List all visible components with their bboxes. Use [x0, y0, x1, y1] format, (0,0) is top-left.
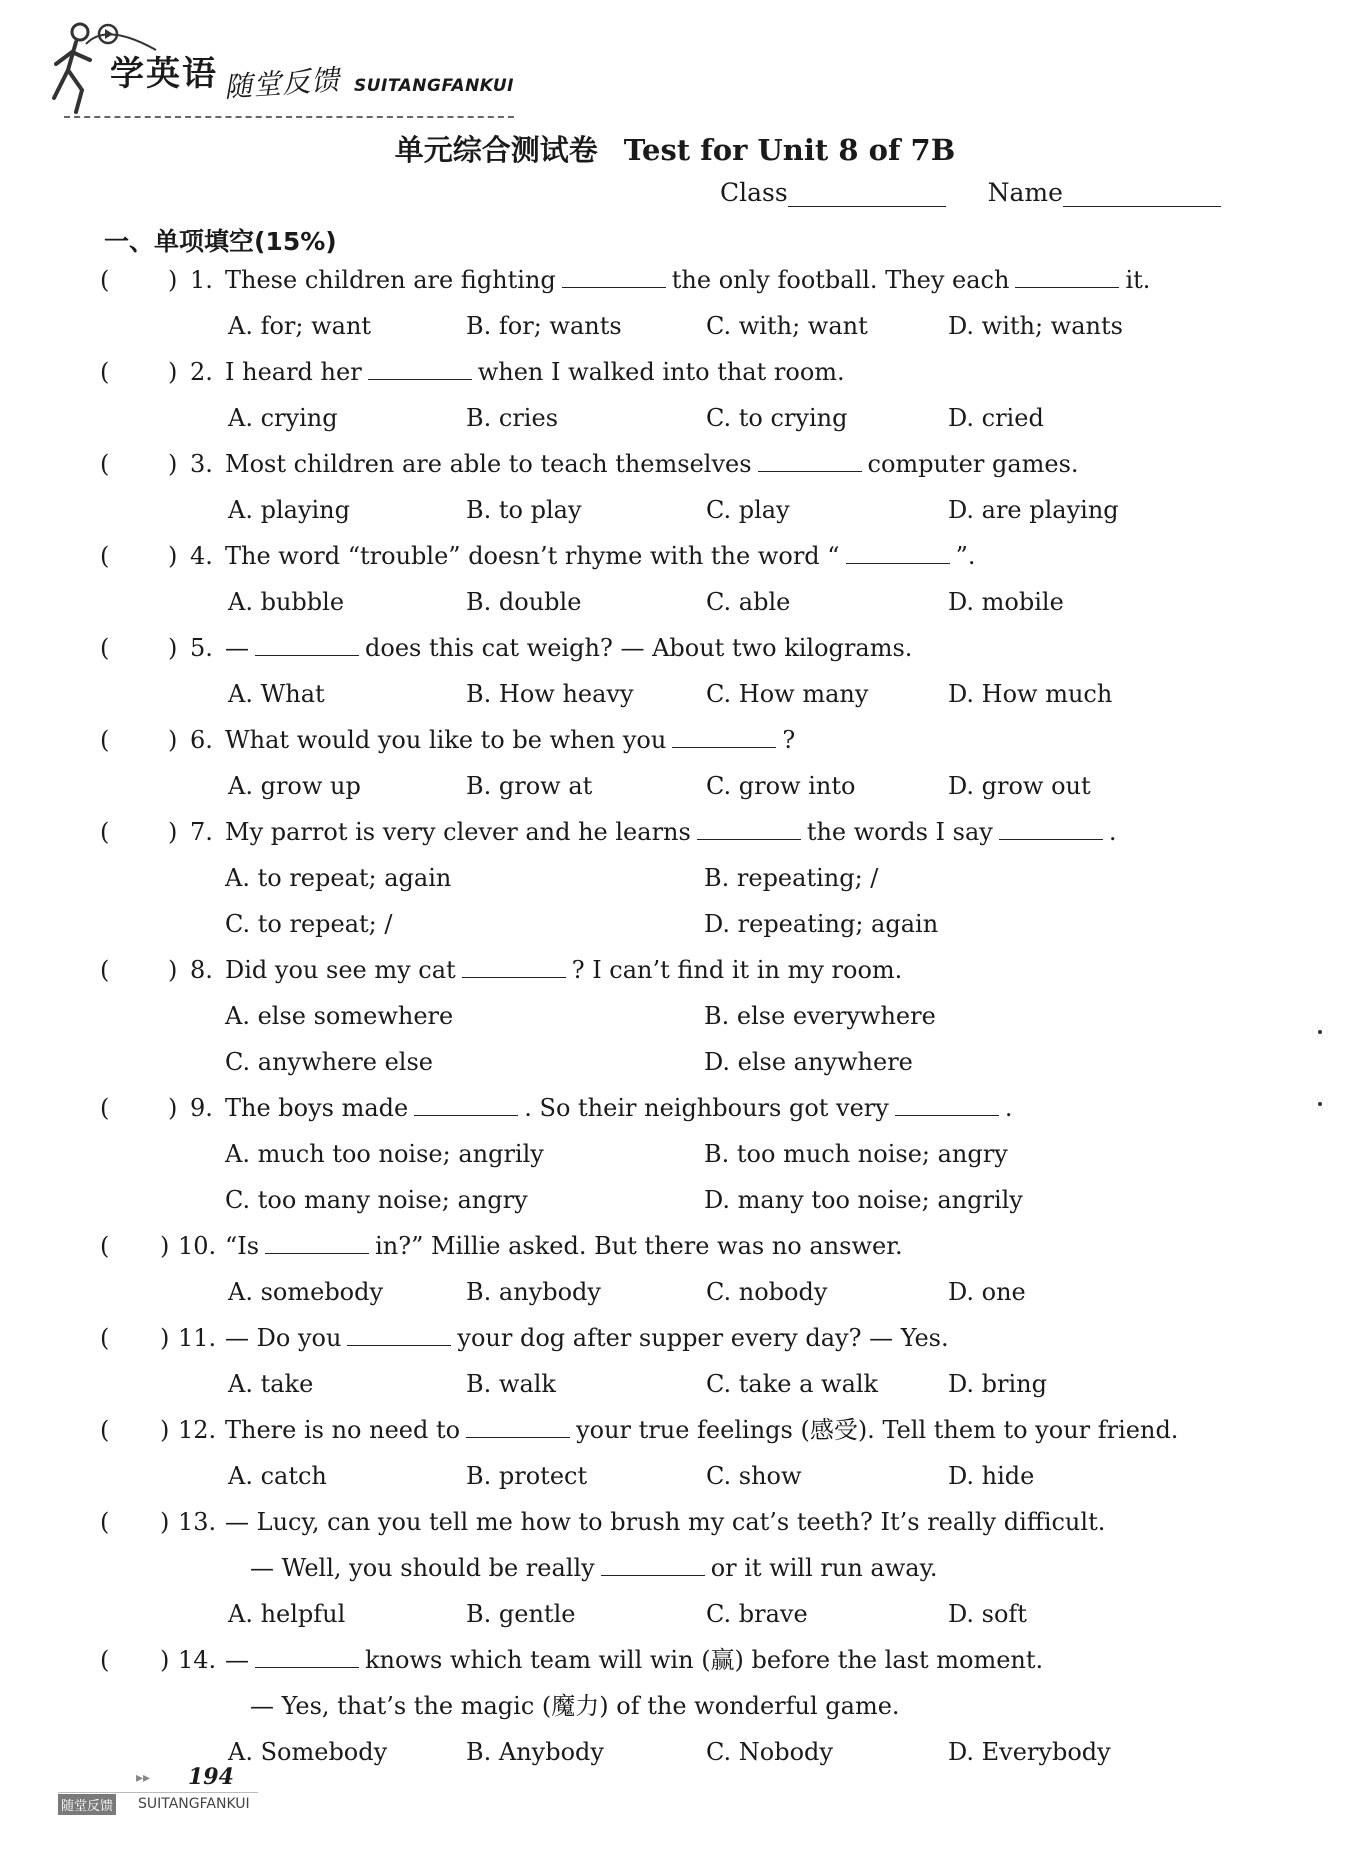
answer-blank[interactable]	[414, 1093, 518, 1116]
option-d[interactable]: D. else anywhere	[704, 1048, 913, 1076]
title-cn: 单元综合测试卷	[394, 133, 598, 167]
question-7: ( ) 7. My parrot is very clever and he learns the words I say .	[0, 814, 1350, 854]
options-8-row-1	[0, 998, 1350, 1038]
page-footer	[58, 1764, 358, 1828]
option-a[interactable]: A. bubble	[228, 588, 345, 616]
option-d[interactable]: D. grow out	[948, 772, 1091, 800]
question-stem: “Is in?” Millie asked. But there was no answer.	[225, 1232, 903, 1260]
question-10: ( ) 10. “Is in?” Millie asked. But there was no answer.	[0, 1228, 1350, 1268]
answer-bracket[interactable]: (	[100, 358, 110, 386]
option-b[interactable]: B. to play	[466, 496, 582, 524]
header-logo	[46, 20, 516, 120]
margin-mark	[1318, 1030, 1322, 1034]
answer-bracket[interactable]: (	[100, 542, 110, 570]
option-c[interactable]: C. brave	[706, 1600, 808, 1628]
question-12: ( ) 12. There is no need to your true feelings (感受). Tell them to your friend.	[0, 1412, 1350, 1452]
option-b[interactable]: B. repeating; /	[704, 864, 879, 892]
question-stem: My parrot is very clever and he learns the words I say .	[225, 818, 1117, 846]
question-6: ( ) 6. What would you like to be when you ?	[0, 722, 1350, 762]
option-b[interactable]: B. cries	[466, 404, 559, 432]
question-number: 12.	[178, 1416, 217, 1444]
option-b[interactable]: B. Anybody	[466, 1738, 604, 1766]
option-a[interactable]: A. to repeat; again	[225, 864, 452, 892]
question-8: ( ) 8. Did you see my cat ? I can’t find it in my room.	[0, 952, 1350, 992]
option-b[interactable]: B. else everywhere	[704, 1002, 936, 1030]
option-b[interactable]: B. double	[466, 588, 582, 616]
option-c[interactable]: C. How many	[706, 680, 869, 708]
answer-blank[interactable]	[466, 1415, 570, 1438]
options-9-row-2	[0, 1182, 1350, 1222]
option-a[interactable]: A. catch	[228, 1462, 327, 1490]
option-c[interactable]: C. play	[706, 496, 790, 524]
option-c[interactable]: C. grow into	[706, 772, 856, 800]
answer-bracket[interactable]: (	[100, 1508, 110, 1536]
answer-bracket[interactable]: (	[100, 726, 110, 754]
answer-blank[interactable]	[999, 817, 1103, 840]
option-d[interactable]: D. hide	[948, 1462, 1035, 1490]
options-10	[0, 1274, 1350, 1314]
option-c[interactable]: C. with; want	[706, 312, 868, 340]
option-d[interactable]: D. Everybody	[948, 1738, 1111, 1766]
arrow-icon: ▸▸	[136, 1770, 151, 1786]
question-stem: What would you like to be when you ?	[225, 726, 796, 754]
question-stem: Did you see my cat ? I can’t find it in my room.	[225, 956, 903, 984]
question-9: ( ) 9. The boys made . So their neighbours got very .	[0, 1090, 1350, 1130]
options-1	[0, 308, 1350, 348]
answer-bracket[interactable]: (	[100, 266, 110, 294]
answer-blank[interactable]	[255, 633, 359, 656]
option-c[interactable]: C. nobody	[706, 1278, 828, 1306]
question-number: 7.	[190, 818, 213, 846]
option-a[interactable]: A. crying	[228, 404, 338, 432]
option-c[interactable]: C. anywhere else	[225, 1048, 433, 1076]
option-b[interactable]: B. gentle	[466, 1600, 576, 1628]
margin-mark	[1318, 1102, 1322, 1106]
question-stem: — Do you your dog after supper every day? — Yes.	[225, 1324, 949, 1352]
question-stem: — does this cat weigh? — About two kilograms.	[225, 634, 913, 662]
question-14-continuation: — Yes, that’s the magic (魔力) of the wonderful game.	[250, 1692, 900, 1720]
question-2: ( ) 2. I heard her when I walked into that room.	[0, 354, 1350, 394]
option-c[interactable]: C. able	[706, 588, 791, 616]
answer-bracket[interactable]: (	[100, 1646, 110, 1674]
question-number: 1.	[190, 266, 213, 294]
question-number: 8.	[190, 956, 213, 984]
answer-bracket[interactable]: (	[100, 818, 110, 846]
footer-divider	[58, 1792, 258, 1793]
answer-blank[interactable]	[1015, 265, 1119, 288]
question-number: 11.	[178, 1324, 217, 1352]
question-number: 14.	[178, 1646, 217, 1674]
question-stem: The boys made . So their neighbours got very .	[225, 1094, 1013, 1122]
answer-blank[interactable]	[758, 449, 862, 472]
question-stem: — Lucy, can you tell me how to brush my cat’s teeth? It’s really difficult.	[225, 1508, 1106, 1536]
question-stem: The word “trouble” doesn’t rhyme with the word “ ”.	[225, 542, 976, 570]
logo-roman: SUITANGFANKUI	[354, 76, 514, 96]
answer-blank[interactable]	[462, 955, 566, 978]
options-2	[0, 400, 1350, 440]
name-field[interactable]	[1063, 182, 1221, 207]
question-stem: I heard her when I walked into that room.	[225, 358, 845, 386]
options-13	[0, 1596, 1350, 1636]
logo-title: 学英语	[110, 54, 218, 94]
question-stem: There is no need to your true feelings (感受). Tell them to your friend.	[225, 1416, 1179, 1444]
answer-bracket[interactable]: (	[100, 634, 110, 662]
question-number: 6.	[190, 726, 213, 754]
option-a[interactable]: A. What	[228, 680, 325, 708]
section-heading: 一、单项填空(15%)	[104, 227, 337, 256]
option-d[interactable]: D. bring	[948, 1370, 1047, 1398]
answer-bracket[interactable]: (	[100, 1416, 110, 1444]
options-5	[0, 676, 1350, 716]
question-13-continuation: — Well, you should be really or it will run away.	[250, 1554, 938, 1582]
class-label: Class	[720, 178, 788, 207]
answer-bracket[interactable]: (	[100, 1094, 110, 1122]
option-b[interactable]: B. anybody	[466, 1278, 601, 1306]
class-field[interactable]	[788, 182, 946, 207]
options-12	[0, 1458, 1350, 1498]
question-13: ( ) 13. — Lucy, can you tell me how to brush my cat’s teeth? It’s really difficult.	[0, 1504, 1350, 1544]
option-c[interactable]: C. to crying	[706, 404, 848, 432]
answer-blank[interactable]	[255, 1645, 359, 1668]
option-d[interactable]: D. cried	[948, 404, 1044, 432]
question-number: 10.	[178, 1232, 217, 1260]
question-1: ( ) 1. These children are fighting the only football. They each it.	[0, 262, 1350, 302]
question-number: 2.	[190, 358, 213, 386]
option-a[interactable]: A. somebody	[228, 1278, 384, 1306]
options-7-row-2	[0, 906, 1350, 946]
answer-blank[interactable]	[895, 1093, 999, 1116]
page-title	[0, 128, 1350, 169]
footer-logo: 随堂反馈	[58, 1794, 116, 1815]
question-4: ( ) 4. The word “trouble” doesn’t rhyme with the word “ ”.	[0, 538, 1350, 578]
option-d[interactable]: D. mobile	[948, 588, 1064, 616]
question-5: ( ) 5. — does this cat weigh? — About two kilograms.	[0, 630, 1350, 670]
option-d[interactable]: D. one	[948, 1278, 1026, 1306]
answer-blank[interactable]	[601, 1553, 705, 1576]
options-11	[0, 1366, 1350, 1406]
answer-blank[interactable]	[347, 1323, 451, 1346]
option-b[interactable]: B. protect	[466, 1462, 588, 1490]
name-label: Name	[987, 178, 1063, 207]
option-a[interactable]: A. for; want	[228, 312, 372, 340]
option-a[interactable]: A. else somewhere	[225, 1002, 454, 1030]
question-11: ( ) 11. — Do you your dog after supper every day? — Yes.	[0, 1320, 1350, 1360]
header-divider	[64, 116, 514, 118]
answer-bracket[interactable]: (	[100, 1324, 110, 1352]
option-c[interactable]: C. to repeat; /	[225, 910, 393, 938]
option-d[interactable]: D. are playing	[948, 496, 1119, 524]
option-c[interactable]: C. take a walk	[706, 1370, 879, 1398]
question-number: 13.	[178, 1508, 217, 1536]
option-d[interactable]: D. with; wants	[948, 312, 1123, 340]
question-stem: These children are fighting the only football. They each it.	[225, 266, 1151, 294]
option-b[interactable]: B. too much noise; angry	[704, 1140, 1008, 1168]
options-9-row-1	[0, 1136, 1350, 1176]
question-stem: Most children are able to teach themselves computer games.	[225, 450, 1079, 478]
option-d[interactable]: D. soft	[948, 1600, 1027, 1628]
option-a[interactable]: A. playing	[228, 496, 350, 524]
student-info	[720, 178, 1221, 207]
footer-logo-roman: SUITANGFANKUI	[138, 1796, 250, 1812]
answer-blank[interactable]	[368, 357, 472, 380]
option-b[interactable]: B. grow at	[466, 772, 593, 800]
option-c[interactable]: C. Nobody	[706, 1738, 833, 1766]
question-number: 3.	[190, 450, 213, 478]
option-d[interactable]: D. repeating; again	[704, 910, 939, 938]
option-a[interactable]: A. Somebody	[228, 1738, 388, 1766]
title-en: Test for Unit 8 of 7B	[623, 133, 956, 167]
answer-bracket[interactable]: (	[100, 956, 110, 984]
question-number: 5.	[190, 634, 213, 662]
page-number: 194	[188, 1764, 234, 1790]
option-a[interactable]: A. helpful	[228, 1600, 346, 1628]
logo-subtitle: 随堂反馈	[223, 62, 342, 105]
option-a[interactable]: A. grow up	[228, 772, 361, 800]
answer-bracket[interactable]: (	[100, 450, 110, 478]
answer-blank[interactable]	[672, 725, 776, 748]
question-3: ( ) 3. Most children are able to teach themselves computer games.	[0, 446, 1350, 486]
answer-blank[interactable]	[697, 817, 801, 840]
option-b[interactable]: B. for; wants	[466, 312, 622, 340]
question-number: 4.	[190, 542, 213, 570]
question-number: 9.	[190, 1094, 213, 1122]
options-6	[0, 768, 1350, 808]
option-a[interactable]: A. take	[228, 1370, 314, 1398]
option-c[interactable]: C. too many noise; angry	[225, 1186, 528, 1214]
options-3	[0, 492, 1350, 532]
options-7-row-1	[0, 860, 1350, 900]
answer-blank[interactable]	[846, 541, 950, 564]
option-a[interactable]: A. much too noise; angrily	[225, 1140, 544, 1168]
options-4	[0, 584, 1350, 624]
options-8-row-2	[0, 1044, 1350, 1084]
option-c[interactable]: C. show	[706, 1462, 802, 1490]
question-stem: — knows which team will win (赢) before the last moment.	[225, 1646, 1044, 1674]
option-b[interactable]: B. How heavy	[466, 680, 634, 708]
option-d[interactable]: D. many too noise; angrily	[704, 1186, 1023, 1214]
answer-bracket[interactable]: (	[100, 1232, 110, 1260]
answer-blank[interactable]	[265, 1231, 369, 1254]
option-d[interactable]: D. How much	[948, 680, 1113, 708]
answer-blank[interactable]	[562, 265, 666, 288]
option-b[interactable]: B. walk	[466, 1370, 556, 1398]
question-14: ( ) 14. — knows which team will win (赢) before the last moment.	[0, 1642, 1350, 1682]
